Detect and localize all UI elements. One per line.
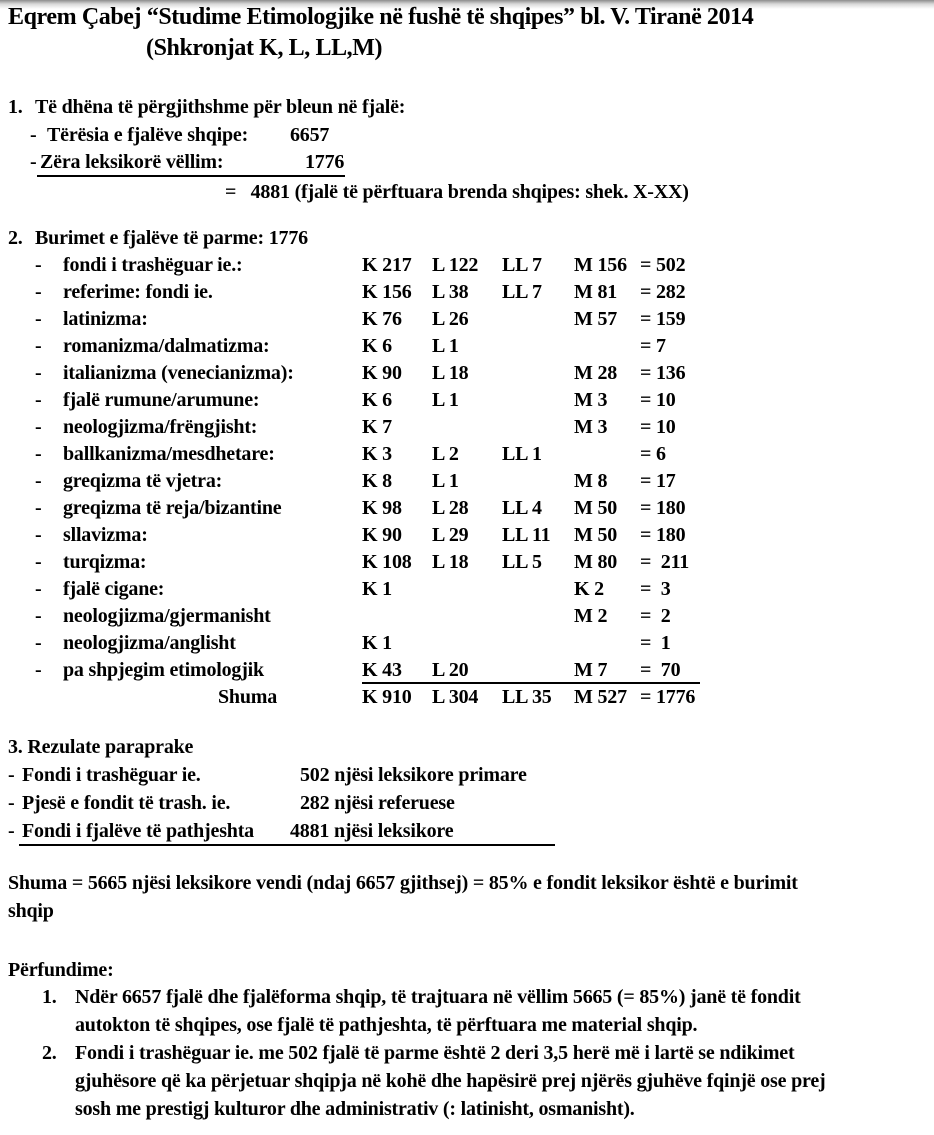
cell-l: L 28 bbox=[432, 497, 469, 519]
cell-ll bbox=[502, 659, 574, 682]
section1-heading-text: Të dhëna të përgjithshme për bleun në fjalë: bbox=[35, 96, 406, 118]
cell-k: K 217 bbox=[362, 254, 412, 276]
row-label: fjalë cigane: bbox=[63, 578, 165, 600]
conclusion-1-number: 1. bbox=[42, 986, 57, 1008]
cell-m: M 50 bbox=[574, 497, 618, 519]
bullet-dash: - bbox=[35, 335, 42, 357]
cell-l: L 1 bbox=[432, 389, 459, 411]
cell-k: K 98 bbox=[362, 497, 402, 519]
sum-label: Shuma bbox=[218, 686, 278, 708]
row-values bbox=[362, 470, 676, 497]
cell-ll bbox=[502, 389, 574, 416]
section2-heading-text: Burimet e fjalëve të parme: 1776 bbox=[35, 227, 308, 249]
bullet-dash: - bbox=[35, 362, 42, 384]
bullet-dash: - bbox=[30, 151, 37, 173]
table-row bbox=[0, 605, 934, 632]
cell-k bbox=[362, 605, 432, 632]
cell-l: L 29 bbox=[432, 524, 469, 546]
bullet-dash: - bbox=[35, 524, 42, 546]
underlined-entry bbox=[37, 151, 345, 177]
table-row bbox=[0, 578, 934, 605]
cell-ll bbox=[502, 308, 574, 335]
cell-k: K 43 bbox=[362, 659, 402, 681]
cell-l bbox=[432, 416, 502, 443]
cell-ll bbox=[502, 362, 574, 389]
cell-m: M 3 bbox=[574, 416, 608, 438]
row-values bbox=[362, 659, 700, 684]
row-label: neologjizma/gjermanisht bbox=[63, 605, 271, 627]
cell-total: = 1776 bbox=[640, 686, 696, 708]
row-label: greqizma të vjetra: bbox=[63, 470, 223, 492]
cell-m: M 3 bbox=[574, 389, 608, 411]
table-row bbox=[0, 254, 934, 281]
conclusion-2-line-3: sosh me prestigj kulturor dhe administrativ (: latinisht, osmanisht). bbox=[75, 1098, 635, 1120]
bullet-dash: - bbox=[35, 470, 42, 492]
item-label: Fondi i fjalëve të pathjeshta bbox=[22, 820, 254, 842]
item-value: 6657 bbox=[290, 124, 330, 146]
cell-ll: LL 4 bbox=[502, 497, 542, 519]
cell-k: K 7 bbox=[362, 416, 392, 438]
cell-m: M 81 bbox=[574, 281, 618, 303]
cell-total: = 70 bbox=[640, 659, 681, 681]
conclusion-2-line-2: gjuhësore që ka përjetuar shqipja në kohë dhe hapësirë prej njërës gjuhëve fqinjë ose prej bbox=[75, 1070, 826, 1092]
cell-k: K 156 bbox=[362, 281, 412, 303]
cell-k: K 1 bbox=[362, 632, 392, 654]
conclusion-1-line-2: autokton të shqipes, ose fjalë të pathjeshta, të përftuara me material shqip. bbox=[75, 1014, 698, 1036]
cell-l: L 1 bbox=[432, 470, 459, 492]
cell-total: = 502 bbox=[640, 254, 686, 276]
item-label: Fondi i trashëguar ie. bbox=[22, 764, 201, 786]
table-row bbox=[0, 497, 934, 524]
cell-total: = 159 bbox=[640, 308, 686, 330]
row-values bbox=[362, 362, 685, 389]
section1-item-totali bbox=[0, 124, 934, 151]
table-row bbox=[0, 551, 934, 578]
cell-m: M 527 bbox=[574, 686, 627, 708]
cell-ll bbox=[502, 335, 574, 362]
cell-m: K 2 bbox=[574, 578, 604, 600]
row-values bbox=[362, 443, 666, 470]
cell-m: M 57 bbox=[574, 308, 618, 330]
bullet-dash: - bbox=[35, 497, 42, 519]
section2-number: 2. bbox=[8, 227, 23, 249]
cell-k: K 6 bbox=[362, 389, 392, 411]
row-values bbox=[362, 524, 685, 551]
bullet-dash: - bbox=[35, 389, 42, 411]
row-label: romanizma/dalmatizma: bbox=[63, 335, 270, 357]
table-row-underlined bbox=[0, 659, 934, 686]
row-values bbox=[362, 632, 671, 659]
row-label: sllavizma: bbox=[63, 524, 148, 546]
table-sum-row bbox=[0, 686, 934, 713]
conclusions-heading: Përfundime: bbox=[8, 959, 114, 981]
cell-l: L 18 bbox=[432, 551, 469, 573]
section1-heading bbox=[8, 96, 405, 119]
section3-heading: 3. Rezulate paraprake bbox=[8, 736, 194, 758]
cell-total: = 17 bbox=[640, 470, 676, 492]
conclusion-1-line-1: Ndër 6657 fjalë dhe fjalëforma shqip, të trajtuara në vëllim 5665 (= 85%) janë të fondit bbox=[75, 986, 801, 1008]
cell-m: M 156 bbox=[574, 254, 627, 276]
cell-l bbox=[432, 605, 502, 632]
cell-total: = 1 bbox=[640, 632, 671, 654]
summary-line-1: Shuma = 5665 njësi leksikore vendi (ndaj 6657 gjithsej) = 85% e fondit leksikor është e burimit bbox=[8, 872, 798, 894]
cell-l: L 2 bbox=[432, 443, 459, 465]
cell-total: = 2 bbox=[640, 605, 671, 627]
cell-k: K 90 bbox=[362, 362, 402, 384]
cell-l: L 122 bbox=[432, 254, 479, 276]
cell-k: K 8 bbox=[362, 470, 392, 492]
item-value: 502 njësi leksikore primare bbox=[300, 764, 527, 786]
section3-item bbox=[0, 764, 934, 792]
table-row bbox=[0, 443, 934, 470]
bullet-dash: - bbox=[35, 416, 42, 438]
cell-ll: LL 5 bbox=[502, 551, 542, 573]
summary-line-2: shqip bbox=[8, 900, 54, 922]
cell-l bbox=[432, 578, 502, 605]
cell-l: L 26 bbox=[432, 308, 469, 330]
row-label: italianizma (venecianizma): bbox=[63, 362, 294, 384]
cell-k: K 76 bbox=[362, 308, 402, 330]
cell-m: M 8 bbox=[574, 470, 608, 492]
cell-m: M 28 bbox=[574, 362, 618, 384]
bullet-dash: - bbox=[8, 820, 15, 842]
cell-m: M 80 bbox=[574, 551, 618, 573]
bullet-dash: - bbox=[30, 124, 37, 146]
table-row bbox=[0, 308, 934, 335]
bullet-dash: - bbox=[8, 764, 15, 786]
table-row bbox=[0, 416, 934, 443]
cell-ll: LL 35 bbox=[502, 686, 552, 708]
cell-l: L 1 bbox=[432, 335, 459, 357]
row-label: turqizma: bbox=[63, 551, 147, 573]
section1-number: 1. bbox=[8, 96, 23, 118]
cell-k: K 90 bbox=[362, 524, 402, 546]
row-values bbox=[362, 254, 685, 281]
cell-m bbox=[574, 443, 640, 470]
table-row bbox=[0, 389, 934, 416]
table-row bbox=[0, 524, 934, 551]
item-label: Zëra leksikorë vëllim: bbox=[40, 151, 224, 173]
row-label: referime: fondi ie. bbox=[63, 281, 213, 303]
cell-l: L 304 bbox=[432, 686, 479, 708]
cell-ll bbox=[502, 605, 574, 632]
cell-ll bbox=[502, 470, 574, 497]
row-label: greqizma të reja/bizantine bbox=[63, 497, 282, 519]
section1-item-zera bbox=[0, 151, 934, 178]
cell-total: = 180 bbox=[640, 524, 686, 546]
item-value: 282 njësi referuese bbox=[300, 792, 455, 814]
conclusion-2-line-1: Fondi i trashëguar ie. me 502 fjalë të parme është 2 deri 3,5 herë më i lartë se ndikimet bbox=[75, 1042, 795, 1064]
cell-ll: LL 7 bbox=[502, 281, 542, 303]
cell-m: M 2 bbox=[574, 605, 608, 627]
row-values bbox=[362, 551, 689, 578]
section3-item-underlined bbox=[0, 820, 934, 848]
cell-total: = 10 bbox=[640, 416, 676, 438]
cell-ll bbox=[502, 416, 574, 443]
row-values bbox=[362, 308, 685, 335]
row-values bbox=[362, 578, 671, 605]
row-values bbox=[362, 497, 685, 524]
bullet-dash: - bbox=[35, 632, 42, 654]
cell-ll: LL 1 bbox=[502, 443, 542, 465]
underlined-entry bbox=[19, 820, 555, 846]
bullet-dash: - bbox=[35, 659, 42, 681]
section3-item bbox=[0, 792, 934, 820]
cell-ll: LL 7 bbox=[502, 254, 542, 276]
row-label: fondi i trashëguar ie.: bbox=[63, 254, 243, 276]
cell-total: = 10 bbox=[640, 389, 676, 411]
bullet-dash: - bbox=[8, 792, 15, 814]
row-label: neologjizma/frëngjisht: bbox=[63, 416, 258, 438]
cell-k: K 108 bbox=[362, 551, 412, 573]
cell-ll bbox=[502, 578, 574, 605]
bullet-dash: - bbox=[35, 308, 42, 330]
table-row bbox=[0, 362, 934, 389]
cell-l bbox=[432, 632, 502, 659]
cell-total: = 211 bbox=[640, 551, 690, 573]
cell-total: = 136 bbox=[640, 362, 686, 384]
row-label: neologjizma/anglisht bbox=[63, 632, 236, 654]
row-values bbox=[362, 389, 676, 416]
document-title: Eqrem Çabej “Studime Etimologjike në fushë të shqipes” bl. V. Tiranë 2014 bbox=[8, 4, 754, 30]
row-label: pa shpjegim etimologjik bbox=[63, 659, 264, 681]
cell-k: K 910 bbox=[362, 686, 412, 708]
bullet-dash: - bbox=[35, 551, 42, 573]
cell-l: L 38 bbox=[432, 281, 469, 303]
row-values bbox=[362, 281, 685, 308]
bullet-dash: - bbox=[35, 443, 42, 465]
bullet-dash: - bbox=[35, 281, 42, 303]
cell-ll: LL 11 bbox=[502, 524, 551, 546]
cell-k: K 3 bbox=[362, 443, 392, 465]
row-values bbox=[362, 416, 676, 443]
cell-ll bbox=[502, 632, 574, 659]
item-label: Tërësia e fjalëve shqipe: bbox=[47, 124, 249, 146]
row-values bbox=[362, 335, 666, 362]
table-row bbox=[0, 281, 934, 308]
item-value: 1776 bbox=[305, 151, 345, 173]
row-label: ballkanizma/mesdhetare: bbox=[63, 443, 275, 465]
cell-m bbox=[574, 632, 640, 659]
sources-table bbox=[0, 254, 934, 713]
bullet-dash: - bbox=[35, 254, 42, 276]
cell-k: K 6 bbox=[362, 335, 392, 357]
cell-m: M 50 bbox=[574, 524, 618, 546]
cell-total: = 282 bbox=[640, 281, 686, 303]
cell-l: L 20 bbox=[432, 659, 469, 681]
table-row bbox=[0, 470, 934, 497]
row-label: latinizma: bbox=[63, 308, 148, 330]
cell-k: K 1 bbox=[362, 578, 392, 600]
row-values bbox=[362, 686, 695, 713]
cell-m: M 7 bbox=[574, 659, 608, 681]
section2-heading bbox=[8, 227, 308, 250]
cell-m bbox=[574, 335, 640, 362]
row-values bbox=[362, 605, 671, 632]
conclusion-2-number: 2. bbox=[42, 1042, 57, 1064]
cell-total: = 7 bbox=[640, 335, 666, 357]
item-label: Pjesë e fondit të trash. ie. bbox=[22, 792, 231, 814]
row-label: fjalë rumune/arumune: bbox=[63, 389, 260, 411]
item-value: 4881 njësi leksikore bbox=[290, 820, 454, 842]
table-row bbox=[0, 335, 934, 362]
bullet-dash: - bbox=[35, 605, 42, 627]
cell-total: = 3 bbox=[640, 578, 671, 600]
bullet-dash: - bbox=[35, 578, 42, 600]
table-row bbox=[0, 632, 934, 659]
cell-total: = 180 bbox=[640, 497, 686, 519]
section1-equals-line: = 4881 (fjalë të përftuara brenda shqipes: shek. X-XX) bbox=[225, 181, 689, 203]
cell-total: = 6 bbox=[640, 443, 666, 465]
document-subtitle: (Shkronjat K, L, LL,M) bbox=[146, 35, 383, 61]
cell-l: L 18 bbox=[432, 362, 469, 384]
